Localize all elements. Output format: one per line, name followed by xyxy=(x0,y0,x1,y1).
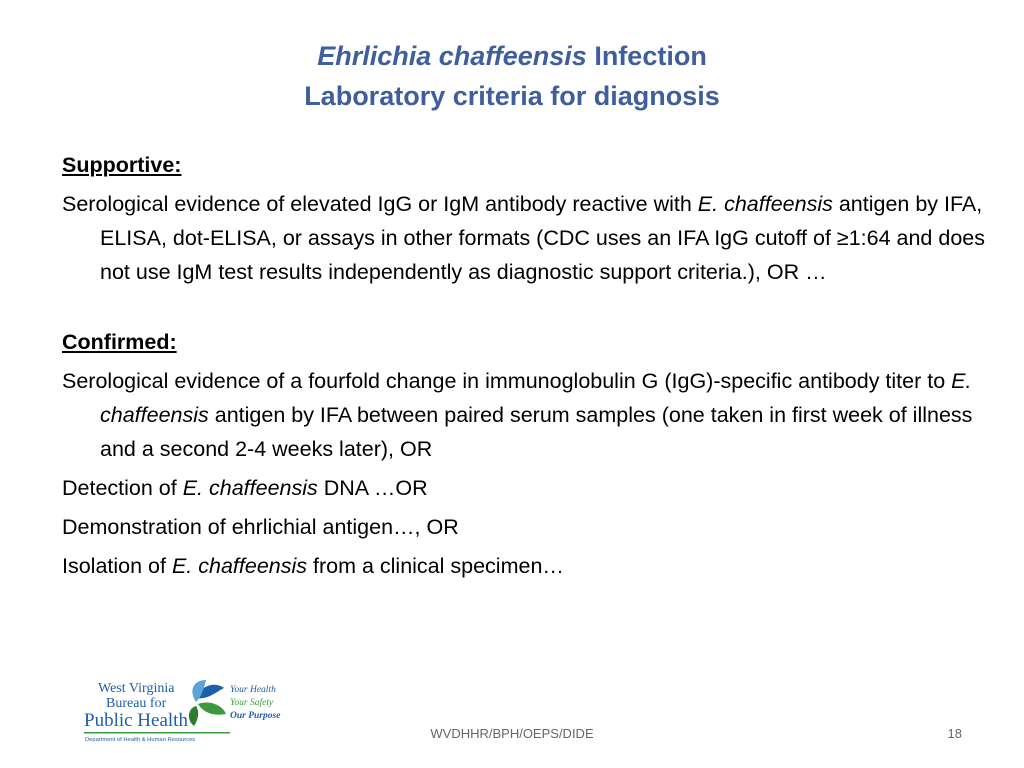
footer-source: WVDHHR/BPH/OEPS/DIDE xyxy=(430,726,594,741)
confirmed-dna-a: Detection of xyxy=(62,476,183,500)
confirmed-isolation-organism: E. chaffeensis xyxy=(171,554,308,578)
confirmed-serology-organism: E. chaffeensis xyxy=(100,369,972,427)
title-line-2: Laboratory criteria for diagnosis xyxy=(304,81,720,111)
logo-line-2: Bureau for xyxy=(106,696,167,711)
page-number: 18 xyxy=(947,726,962,741)
logo-dept: Department of Health & Human Resources xyxy=(85,737,196,743)
slide-body xyxy=(62,148,992,583)
logo-tagline-2: Your Safety xyxy=(230,698,274,708)
confirmed-serology-b: antigen by IFA between paired serum samples (one taken in first week of illness and a second 2-4 weeks later), OR xyxy=(100,403,973,461)
confirmed-serology xyxy=(62,364,992,466)
slide-title xyxy=(0,36,1024,116)
supportive-organism: E. chaffeensis xyxy=(697,192,833,216)
title-organism: Ehrlichia chaffeensis xyxy=(317,41,587,71)
confirmed-isolation-a: Isolation of xyxy=(62,554,172,578)
supportive-text-b: antigen by IFA, ELISA, dot-ELISA, or assays in other formats (CDC uses an IFA IgG cutoff of ≥1:64 and does not use IgM test results independently as diagnostic support criteria.), OR … xyxy=(100,192,985,284)
section-gap xyxy=(62,289,992,325)
confirmed-heading: Confirmed: xyxy=(62,330,177,354)
title-line-1 xyxy=(0,36,1024,76)
logo-tagline-3: Our Purpose xyxy=(230,711,281,721)
supportive-text-a: Serological evidence of elevated IgG or IgM antibody reactive with xyxy=(62,192,698,216)
leaf-icon xyxy=(189,680,226,726)
confirmed-antigen: Demonstration of ehrlichial antigen…, OR xyxy=(62,515,459,539)
logo-line-3: Public Health xyxy=(84,710,188,731)
confirmed-isolation-b: from a clinical specimen… xyxy=(307,554,564,578)
confirmed-dna xyxy=(62,471,992,505)
supportive-paragraph xyxy=(62,187,992,289)
title-infection: Infection xyxy=(586,41,707,71)
logo-line-1: West Virginia xyxy=(98,681,175,696)
confirmed-isolation xyxy=(62,549,992,583)
logo-tagline-1: Your Health xyxy=(230,685,276,695)
confirmed-dna-organism: E. chaffeensis xyxy=(182,476,318,500)
supportive-heading: Supportive: xyxy=(62,153,182,177)
confirmed-dna-b: DNA …OR xyxy=(317,476,428,500)
confirmed-serology-a: Serological evidence of a fourfold change in immunoglobulin G (IgG)-specific antibody titer to xyxy=(62,369,952,393)
